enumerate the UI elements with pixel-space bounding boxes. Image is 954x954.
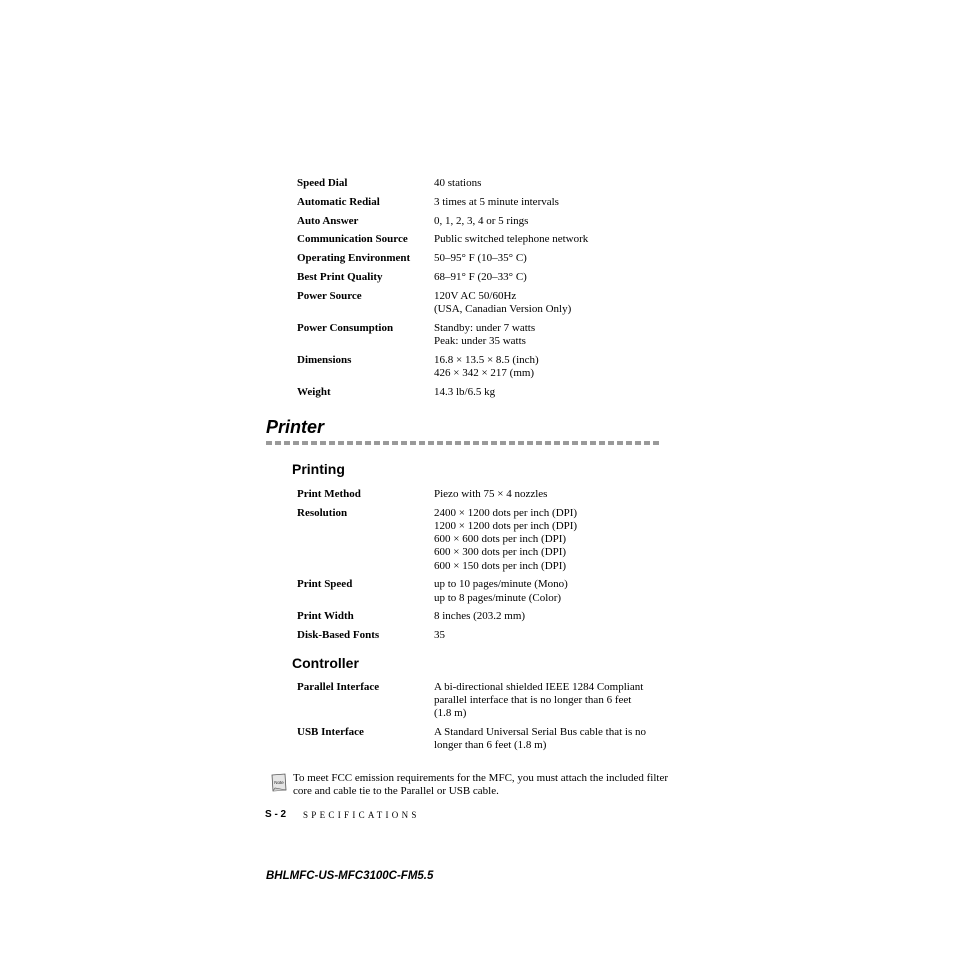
spec-value: [434, 507, 677, 579]
spec-value-line: Peak: under 35 watts: [434, 334, 526, 347]
section-divider: [266, 441, 660, 445]
spec-row: [297, 215, 677, 234]
spec-value-line: Public switched telephone network: [434, 233, 589, 246]
spec-value-line: 2400 × 1200 dots per inch (DPI): [434, 506, 578, 519]
spec-label: Disk-Based Fonts: [297, 629, 380, 642]
spec-value-line: 50–95° F (10–35° C): [434, 252, 527, 265]
spec-value-line: parallel interface that is no longer than 6 feet: [434, 694, 632, 707]
spec-value-line: (USA, Canadian Version Only): [434, 302, 572, 315]
spec-value-line: 600 × 300 dots per inch (DPI): [434, 546, 567, 559]
spec-row: [297, 629, 677, 648]
spec-value-line: 3 times at 5 minute intervals: [434, 195, 559, 208]
spec-label: Auto Answer: [297, 214, 359, 227]
spec-value: [434, 578, 677, 610]
page-number: S - 2: [265, 809, 287, 820]
document-id: BHLMFC-US-MFC3100C-FM5.5: [266, 870, 434, 882]
spec-value-line: 35: [434, 629, 445, 642]
spec-value-line: 0, 1, 2, 3, 4 or 5 rings: [434, 214, 529, 227]
note-text: To meet FCC emission requirements for the MFC, you must attach the included filter core and cable tie to the Parallel or USB cable.: [293, 772, 668, 798]
spec-value: [434, 322, 677, 354]
spec-label: USB Interface: [297, 726, 364, 739]
spec-label: Print Method: [297, 488, 361, 500]
spec-value-line: 600 × 600 dots per inch (DPI): [434, 533, 567, 546]
controller-specs-table: [297, 681, 677, 758]
spec-value: [434, 196, 677, 215]
spec-row: [297, 488, 677, 507]
spec-row: [297, 386, 677, 405]
section-title: Printer: [266, 417, 325, 437]
spec-value: [434, 386, 677, 405]
footer-section-name: SPECIFICATIONS: [303, 810, 420, 820]
general-specs-table: [297, 177, 677, 405]
spec-row: [297, 196, 677, 215]
spec-value-line: 120V AC 50/60Hz: [434, 289, 517, 302]
spec-label: Dimensions: [297, 353, 352, 366]
printing-specs-table: [297, 488, 677, 648]
spec-label: Best Print Quality: [297, 270, 383, 283]
spec-row: [297, 290, 677, 322]
spec-value-line: longer than 6 feet (1.8 m): [434, 739, 547, 752]
spec-row: [297, 610, 677, 629]
spec-row: [297, 726, 677, 758]
spec-value: [434, 177, 677, 196]
spec-row: [297, 252, 677, 271]
spec-value: [434, 629, 677, 648]
spec-value-line: 8 inches (203.2 mm): [434, 610, 526, 623]
spec-value-line: Standby: under 7 watts: [434, 321, 536, 334]
spec-value-line: 1200 × 1200 dots per inch (DPI): [434, 520, 578, 532]
printing-heading: Printing: [292, 461, 345, 477]
spec-label: Speed Dial: [297, 177, 348, 189]
spec-value: [434, 215, 677, 234]
spec-row: [297, 578, 677, 610]
controller-heading: Controller: [292, 655, 359, 671]
spec-value-line: 426 × 342 × 217 (mm): [434, 366, 535, 379]
spec-label: Resolution: [297, 506, 348, 519]
spec-value-line: up to 8 pages/minute (Color): [434, 591, 562, 604]
spec-value-line: (1.8 m): [434, 707, 467, 720]
spec-row: [297, 681, 677, 726]
spec-label: Automatic Redial: [297, 195, 380, 208]
spec-value-line: 14.3 lb/6.5 kg: [434, 385, 496, 398]
spec-row: [297, 507, 677, 579]
spec-label: Operating Environment: [297, 252, 411, 265]
spec-value: [434, 233, 677, 252]
spec-value: [434, 726, 677, 758]
spec-label: Power Consumption: [297, 321, 394, 334]
note-icon: [270, 773, 288, 793]
spec-label: Weight: [297, 385, 331, 398]
spec-label: Print Width: [297, 610, 354, 623]
spec-value-line: Piezo with 75 × 4 nozzles: [434, 488, 548, 500]
spec-value: [434, 681, 677, 726]
spec-row: [297, 177, 677, 196]
spec-label: Parallel Interface: [297, 681, 380, 693]
spec-label: Communication Source: [297, 233, 408, 246]
spec-value: [434, 252, 677, 271]
spec-value: [434, 610, 677, 629]
spec-value-line: A Standard Universal Serial Bus cable that is no: [434, 726, 647, 739]
spec-value: [434, 488, 677, 507]
spec-value: [434, 290, 677, 322]
spec-value: [434, 271, 677, 290]
spec-value-line: 68–91° F (20–33° C): [434, 270, 527, 283]
spec-value: [434, 354, 677, 386]
spec-value-line: 600 × 150 dots per inch (DPI): [434, 559, 567, 572]
spec-row: [297, 233, 677, 252]
spec-value-line: up to 10 pages/minute (Mono): [434, 578, 568, 591]
spec-row: [297, 271, 677, 290]
spec-row: [297, 322, 677, 354]
spec-value-line: 16.8 × 13.5 × 8.5 (inch): [434, 353, 539, 366]
spec-value-line: 40 stations: [434, 177, 482, 189]
spec-row: [297, 354, 677, 386]
note-icon-label: Note: [274, 780, 284, 785]
spec-label: Print Speed: [297, 578, 353, 591]
spec-label: Power Source: [297, 289, 362, 302]
spec-value-line: A bi-directional shielded IEEE 1284 Compliant: [434, 681, 644, 693]
